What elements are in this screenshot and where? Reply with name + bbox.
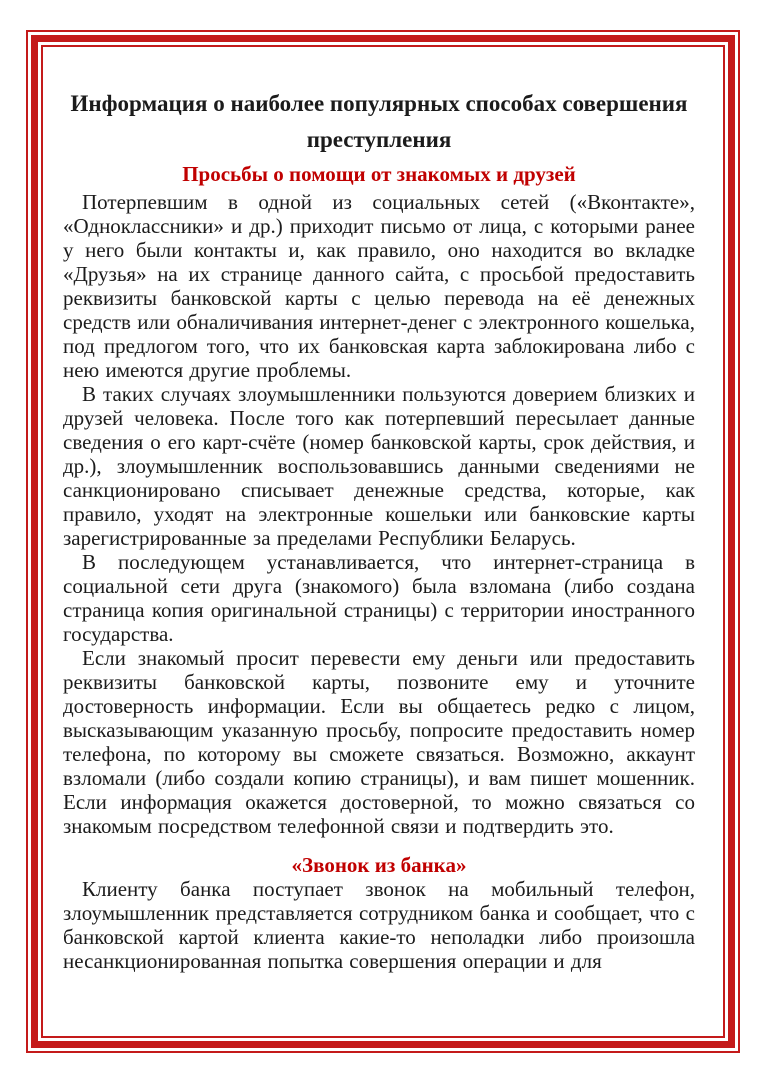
paragraph: Потерпевшим в одной из социальных сетей («Вконтакте», «Одноклассники» и др.) приходит письмо от лица, с которыми ранее у него были контакты и, как правило, оно находится во вкладке «Друзья» на их странице данного сайта, с просьбой предоставить реквизиты банковской карты с целью перевода на её денежных средств или обналичивания интернет-денег с электронного кошелька, под предлогом того, что их банковская карта заблокирована либо с нею имеются другие проблемы. (63, 190, 695, 382)
document-title: Информация о наиболее популярных способах совершения преступления (70, 91, 688, 152)
decorative-border-thick (31, 35, 735, 1048)
paragraph: В последующем устанавливается, что интернет-страница в социальной сети друга (знакомого) была взломана (либо создана страница копия оригинальной страницы) с территории иностранного государства. (63, 550, 695, 646)
paragraph: Клиенту банка поступает звонок на мобильный телефон, злоумышленник представляется сотрудником банка и сообщает, что с банковской картой клиента какие-то неполадки либо произошла несанкционированная попытка совершения операции и для (63, 877, 695, 973)
section-heading-bank-call: «Звонок из банка» (291, 853, 467, 877)
paragraph: Если знакомый просит перевести ему деньги или предоставить реквизиты банковской карты, позвоните ему и уточните достоверность информации. Если вы общаетесь редко с лицом, высказывающим указанную просьбу, попросите предоставить номер телефона, по которому вы сможете связаться. Возможно, аккаунт взломали (либо создали копию страницы), и вам пишет мошенник. Если информация окажется достоверной, то можно связаться со знакомым посредством телефонной связи и подтвердить это. (63, 646, 695, 838)
decorative-border-inner (41, 45, 725, 1038)
document-content (43, 47, 723, 973)
paragraph: В таких случаях злоумышленники пользуются доверием близких и друзей человека. После того как потерпевший пересылает данные сведения о его карт-счёте (номер банковской карты, срок действия, и др.), злоумышленник воспользовавшись данными сведениями не санкционировано списывает денежные средства, которые, как правило, уходят на электронные кошельки или банковские карты зарегистрированные за пределами Республики Беларусь. (63, 382, 695, 550)
section-heading-help-requests: Просьбы о помощи от знакомых и друзей (182, 162, 576, 186)
decorative-border-outer (26, 30, 740, 1053)
